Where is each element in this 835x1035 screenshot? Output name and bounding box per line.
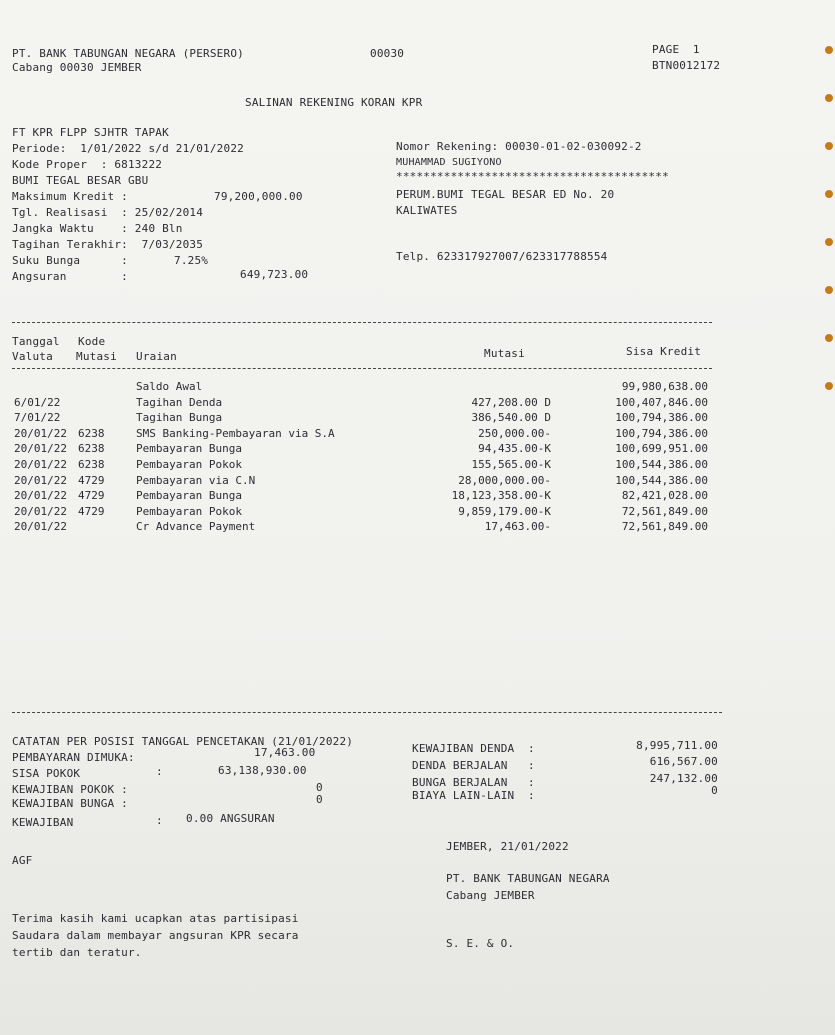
transaction-mutasi: 427,208.00 D: [471, 395, 551, 409]
transaction-description: Tagihan Denda: [136, 395, 223, 409]
transaction-date: 20/01/22: [14, 489, 67, 503]
transaction-code: 6238: [78, 426, 105, 440]
col-mutasi-kode: Mutasi: [76, 350, 117, 363]
table-row: [0, 442, 835, 455]
transaction-mutasi: 155,565.00-K: [471, 458, 551, 471]
page-number: PAGE 1: [652, 43, 700, 56]
transaction-sisa-kredit: 99,980,638.00: [621, 380, 708, 393]
phone: Telp. 623317927007/623317788554: [396, 250, 608, 263]
bunga-berjalan-value: 247,132.00: [649, 772, 718, 785]
table-row: [0, 474, 835, 487]
project-name: BUMI TEGAL BESAR GBU: [12, 174, 149, 187]
document-title: SALINAN REKENING KORAN KPR: [245, 96, 423, 109]
transaction-mutasi: 386,540.00 D: [471, 411, 551, 425]
denda-berjalan-value: 616,567.00: [649, 755, 718, 768]
kewajiban-pokok-value: 0: [316, 781, 323, 794]
transaction-mutasi: 28,000,000.00-: [458, 473, 551, 487]
divider: [12, 712, 722, 713]
divider: [12, 368, 712, 369]
table-row: [0, 411, 835, 424]
transaction-mutasi: 250,000.00-: [478, 426, 551, 440]
signatory-branch: Cabang JEMBER: [446, 889, 535, 902]
colon: :: [156, 765, 163, 778]
seo-note: S. E. & O.: [446, 937, 515, 950]
transaction-description: Pembayaran Pokok: [136, 504, 242, 518]
table-row: [0, 458, 835, 471]
branch-name: Cabang 00030 JEMBER: [12, 61, 142, 74]
transaction-sisa-kredit: 100,544,386.00: [615, 458, 708, 471]
transaction-mutasi: 17,463.00-: [484, 520, 551, 534]
colon: :: [156, 814, 163, 827]
suku-bunga-value: 7.25%: [174, 254, 209, 267]
feed-hole: [825, 238, 833, 246]
kewajiban-pokok-label: KEWAJIBAN POKOK :: [12, 783, 128, 796]
table-row: [0, 489, 835, 502]
table-row: [0, 505, 835, 518]
transaction-date: 20/01/22: [14, 473, 67, 487]
feed-hole: [825, 190, 833, 198]
transaction-sisa-kredit: 100,699,951.00: [615, 442, 708, 456]
col-uraian: Uraian: [136, 350, 177, 363]
kode-proper: Kode Proper : 6813222: [12, 158, 163, 171]
table-row: [0, 380, 835, 393]
kewajiban-value: 0.00 ANGSURAN: [186, 812, 275, 825]
feed-hole: [825, 334, 833, 342]
transaction-date: 20/01/22: [14, 504, 67, 518]
col-mutasi: Mutasi: [484, 347, 525, 360]
transaction-date: 20/01/22: [14, 426, 67, 440]
transaction-code: 4729: [78, 489, 105, 503]
transaction-description: Saldo Awal: [136, 380, 203, 393]
biaya-lain-value: 0: [711, 784, 718, 797]
sisa-pokok-value: 63,138,930.00: [218, 764, 307, 777]
sisa-pokok-label: SISA POKOK: [12, 767, 81, 780]
kewajiban-denda-value: 8,995,711.00: [636, 739, 718, 752]
pembayaran-dimuka-value: 17,463.00: [254, 746, 316, 759]
kewajiban-denda-label: KEWAJIBAN DENDA :: [412, 742, 535, 755]
transaction-description: Cr Advance Payment: [136, 520, 256, 534]
transaction-mutasi: 18,123,358.00-K: [451, 489, 551, 503]
jangka-waktu: Jangka Waktu : 240 Bln: [12, 222, 183, 235]
table-row: [0, 520, 835, 533]
tgl-realisasi: Tgl. Realisasi : 25/02/2014: [12, 206, 204, 219]
transaction-sisa-kredit: 100,794,386.00: [615, 426, 708, 440]
bank-name: PT. BANK TABUNGAN NEGARA (PERSERO): [12, 47, 244, 60]
transaction-date: 20/01/22: [14, 442, 67, 456]
divider: [12, 322, 712, 323]
periode: Periode: 1/01/2022 s/d 21/01/2022: [12, 142, 244, 155]
transaction-description: Pembayaran Bunga: [136, 442, 242, 456]
transaction-mutasi: 94,435.00-K: [478, 442, 551, 456]
kewajiban-bunga-label: KEWAJIBAN BUNGA :: [12, 797, 128, 810]
feed-hole: [825, 142, 833, 150]
table-row: [0, 427, 835, 440]
kewajiban-bunga-value: 0: [316, 793, 323, 806]
transaction-sisa-kredit: 82,421,028.00: [621, 489, 708, 503]
feed-hole: [825, 94, 833, 102]
place-date: JEMBER, 21/01/2022: [446, 840, 569, 853]
tagihan-terakhir: Tagihan Terakhir: 7/03/2035: [12, 238, 204, 251]
thanks-line-1: Terima kasih kami ucapkan atas partisipasi: [12, 912, 299, 925]
thanks-line-3: tertib dan teratur.: [12, 946, 142, 959]
transaction-code: 6238: [78, 442, 105, 456]
address-line-2: KALIWATES: [396, 204, 458, 217]
initials: AGF: [12, 854, 33, 867]
angsuran-label: Angsuran :: [12, 270, 128, 283]
transaction-sisa-kredit: 100,407,846.00: [615, 395, 708, 409]
table-row: [0, 396, 835, 409]
thanks-line-2: Saudara dalam membayar angsuran KPR secara: [12, 929, 299, 942]
product-name: FT KPR FLPP SJHTR TAPAK: [12, 126, 169, 139]
transaction-description: Tagihan Bunga: [136, 411, 223, 425]
account-holder: MUHAMMAD SUGIYONO: [396, 157, 502, 168]
maksimum-kredit-value: 79,200,000.00: [214, 190, 303, 203]
denda-berjalan-label: DENDA BERJALAN :: [412, 759, 535, 772]
transaction-description: Pembayaran Bunga: [136, 489, 242, 503]
separator-stars: ****************************************: [396, 170, 669, 183]
col-valuta: Valuta: [12, 350, 53, 363]
kewajiban-label: KEWAJIBAN: [12, 816, 74, 829]
signatory-bank: PT. BANK TABUNGAN NEGARA: [446, 872, 610, 885]
address-line-1: PERUM.BUMI TEGAL BESAR ED No. 20: [396, 188, 615, 201]
bunga-berjalan-label: BUNGA BERJALAN :: [412, 776, 535, 789]
transaction-sisa-kredit: 72,561,849.00: [621, 520, 708, 534]
transaction-date: 20/01/22: [14, 458, 67, 471]
transaction-description: Pembayaran via C.N: [136, 473, 256, 487]
transaction-code: 6238: [78, 458, 105, 471]
transaction-description: Pembayaran Pokok: [136, 458, 242, 471]
document-code: BTN0012172: [652, 59, 721, 72]
maksimum-kredit-label: Maksimum Kredit :: [12, 190, 128, 203]
feed-hole: [825, 46, 833, 54]
feed-hole: [825, 286, 833, 294]
transaction-sisa-kredit: 100,544,386.00: [615, 473, 708, 487]
biaya-lain-label: BIAYA LAIN-LAIN :: [412, 789, 535, 802]
col-kode: Kode: [78, 335, 106, 348]
transaction-description: SMS Banking-Pembayaran via S.A: [136, 426, 335, 440]
suku-bunga-label: Suku Bunga :: [12, 254, 128, 267]
branch-code: 00030: [370, 47, 405, 60]
transaction-mutasi: 9,859,179.00-K: [458, 504, 551, 518]
transaction-code: 4729: [78, 504, 105, 518]
transaction-date: 7/01/22: [14, 411, 61, 425]
transaction-sisa-kredit: 72,561,849.00: [621, 504, 708, 518]
transaction-code: 4729: [78, 473, 105, 487]
transaction-date: 6/01/22: [14, 395, 61, 409]
summary-title: CATATAN PER POSISI TANGGAL PENCETAKAN (21/01/2022): [12, 735, 354, 748]
angsuran-value: 649,723.00: [240, 268, 309, 281]
col-sisa-kredit: Sisa Kredit: [626, 345, 702, 358]
nomor-rekening: Nomor Rekening: 00030-01-02-030092-2: [396, 140, 642, 153]
transaction-date: 20/01/22: [14, 520, 67, 534]
col-tanggal: Tanggal: [12, 335, 60, 348]
pembayaran-dimuka-label: PEMBAYARAN DIMUKA:: [12, 751, 135, 764]
transaction-sisa-kredit: 100,794,386.00: [615, 411, 708, 425]
